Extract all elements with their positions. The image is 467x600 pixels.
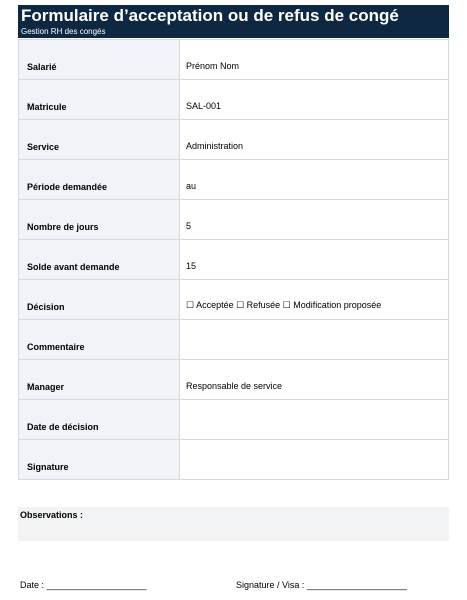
value-nombre-jours[interactable]: 5 [180, 200, 449, 240]
label-manager: Manager [19, 360, 180, 400]
label-commentaire: Commentaire [19, 320, 180, 360]
row-matricule [19, 80, 449, 120]
value-matricule[interactable]: SAL-001 [180, 80, 449, 120]
value-commentaire[interactable] [180, 320, 449, 360]
row-decision [19, 280, 449, 320]
value-service[interactable]: Administration [180, 120, 449, 160]
value-decision[interactable]: ☐ Acceptée ☐ Refusée ☐ Modification proposée [180, 280, 449, 320]
form-subtitle: Gestion RH des congés [18, 26, 449, 38]
value-manager[interactable]: Responsable de service [180, 360, 449, 400]
label-solde: Solde avant demande [19, 240, 180, 280]
form-title: Formulaire d’acceptation ou de refus de congé [18, 5, 449, 26]
row-manager [19, 360, 449, 400]
label-matricule: Matricule [19, 80, 180, 120]
row-salarie [19, 40, 449, 80]
row-nombre-jours [19, 200, 449, 240]
label-service: Service [19, 120, 180, 160]
row-date-decision [19, 400, 449, 440]
observations-label: Observations : [20, 510, 84, 520]
row-periode [19, 160, 449, 200]
leave-form-table [18, 39, 449, 480]
row-service [19, 120, 449, 160]
label-nombre-jours: Nombre de jours [19, 200, 180, 240]
label-signature: Signature [19, 440, 180, 480]
label-decision: Décision [19, 280, 180, 320]
footer-signature: Signature / Visa : ____________________ [236, 580, 407, 590]
value-salarie[interactable]: Prénom Nom [180, 40, 449, 80]
footer-date: Date : ____________________ [20, 580, 147, 590]
value-solde[interactable]: 15 [180, 240, 449, 280]
row-signature [19, 440, 449, 480]
row-solde [19, 240, 449, 280]
label-salarie: Salarié [19, 40, 180, 80]
value-signature[interactable] [180, 440, 449, 480]
label-date-decision: Date de décision [19, 400, 180, 440]
label-periode: Période demandée [19, 160, 180, 200]
observations-box[interactable] [18, 507, 449, 541]
value-date-decision[interactable] [180, 400, 449, 440]
row-commentaire [19, 320, 449, 360]
value-periode[interactable]: au [180, 160, 449, 200]
